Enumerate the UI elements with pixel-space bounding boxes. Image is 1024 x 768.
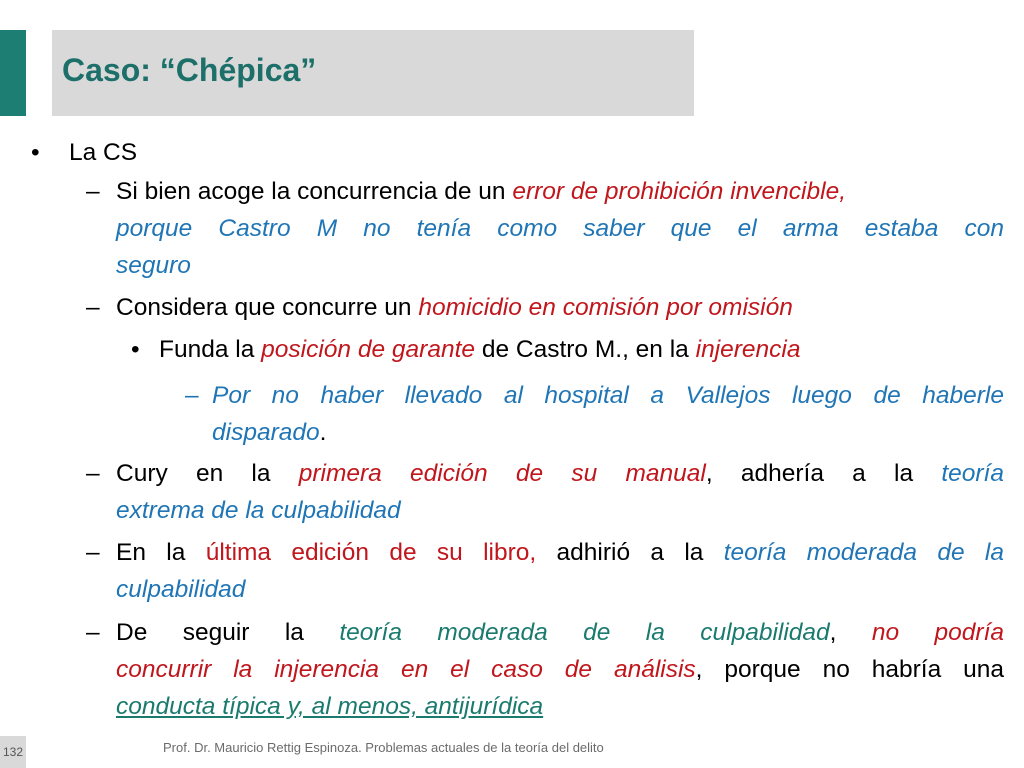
bullet-error-prohibicion-line1: Si bien acoge la concurrencia de un error de prohibición invencible,: [116, 178, 847, 205]
page-number: 132: [0, 736, 26, 768]
footer-text: Prof. Dr. Mauricio Rettig Espinoza. Problemas actuales de la teoría del delito: [163, 740, 604, 755]
bullet-ultima-edicion-line2: culpabilidad: [116, 576, 246, 603]
bullet-seguir-teoria-line3: conducta típica y, al menos, antijurídica: [116, 693, 544, 720]
bullet-homicidio: Considera que concurre un homicidio en comisión por omisión: [116, 294, 793, 321]
title-accent-bar: [0, 30, 26, 116]
dash-marker: –: [86, 460, 100, 487]
bullet-marker: •: [31, 139, 40, 166]
bullet-ultima-edicion-line1: En la última edición de su libro, adhirió a la teoría moderada de la: [116, 539, 1004, 566]
bullet-seguir-teoria-line1: De seguir la teoría moderada de la culpabilidad, no podría: [116, 619, 1004, 646]
bullet-cury-primera-line2: extrema de la culpabilidad: [116, 497, 401, 524]
bullet-posicion-garante: Funda la posición de garante de Castro M., en la injerencia: [159, 336, 801, 363]
bullet-cury-primera-line1: Cury en la primera edición de su manual, adhería a la teoría: [116, 460, 1004, 487]
bullet-marker: •: [131, 336, 140, 363]
dash-marker: –: [86, 294, 100, 321]
dash-marker: –: [86, 619, 100, 646]
bullet-seguir-teoria-line2: concurrir la injerencia en el caso de análisis, porque no habría una: [116, 656, 1004, 683]
title-box: [52, 30, 694, 116]
dash-marker: –: [86, 539, 100, 566]
bullet-error-prohibicion-line2: porque Castro M no tenía como saber que el arma estaba con: [116, 215, 1004, 242]
dash-marker: –: [86, 178, 100, 205]
bullet-la-cs: La CS: [69, 139, 138, 166]
bullet-error-prohibicion-line3: seguro: [116, 252, 191, 279]
dash-marker: –: [185, 382, 199, 409]
slide-title: Caso: “Chépica”: [62, 52, 317, 88]
bullet-hospital-line2: disparado.: [212, 419, 327, 446]
bullet-hospital-line1: Por no haber llevado al hospital a Vallejos luego de haberle: [212, 382, 1004, 409]
